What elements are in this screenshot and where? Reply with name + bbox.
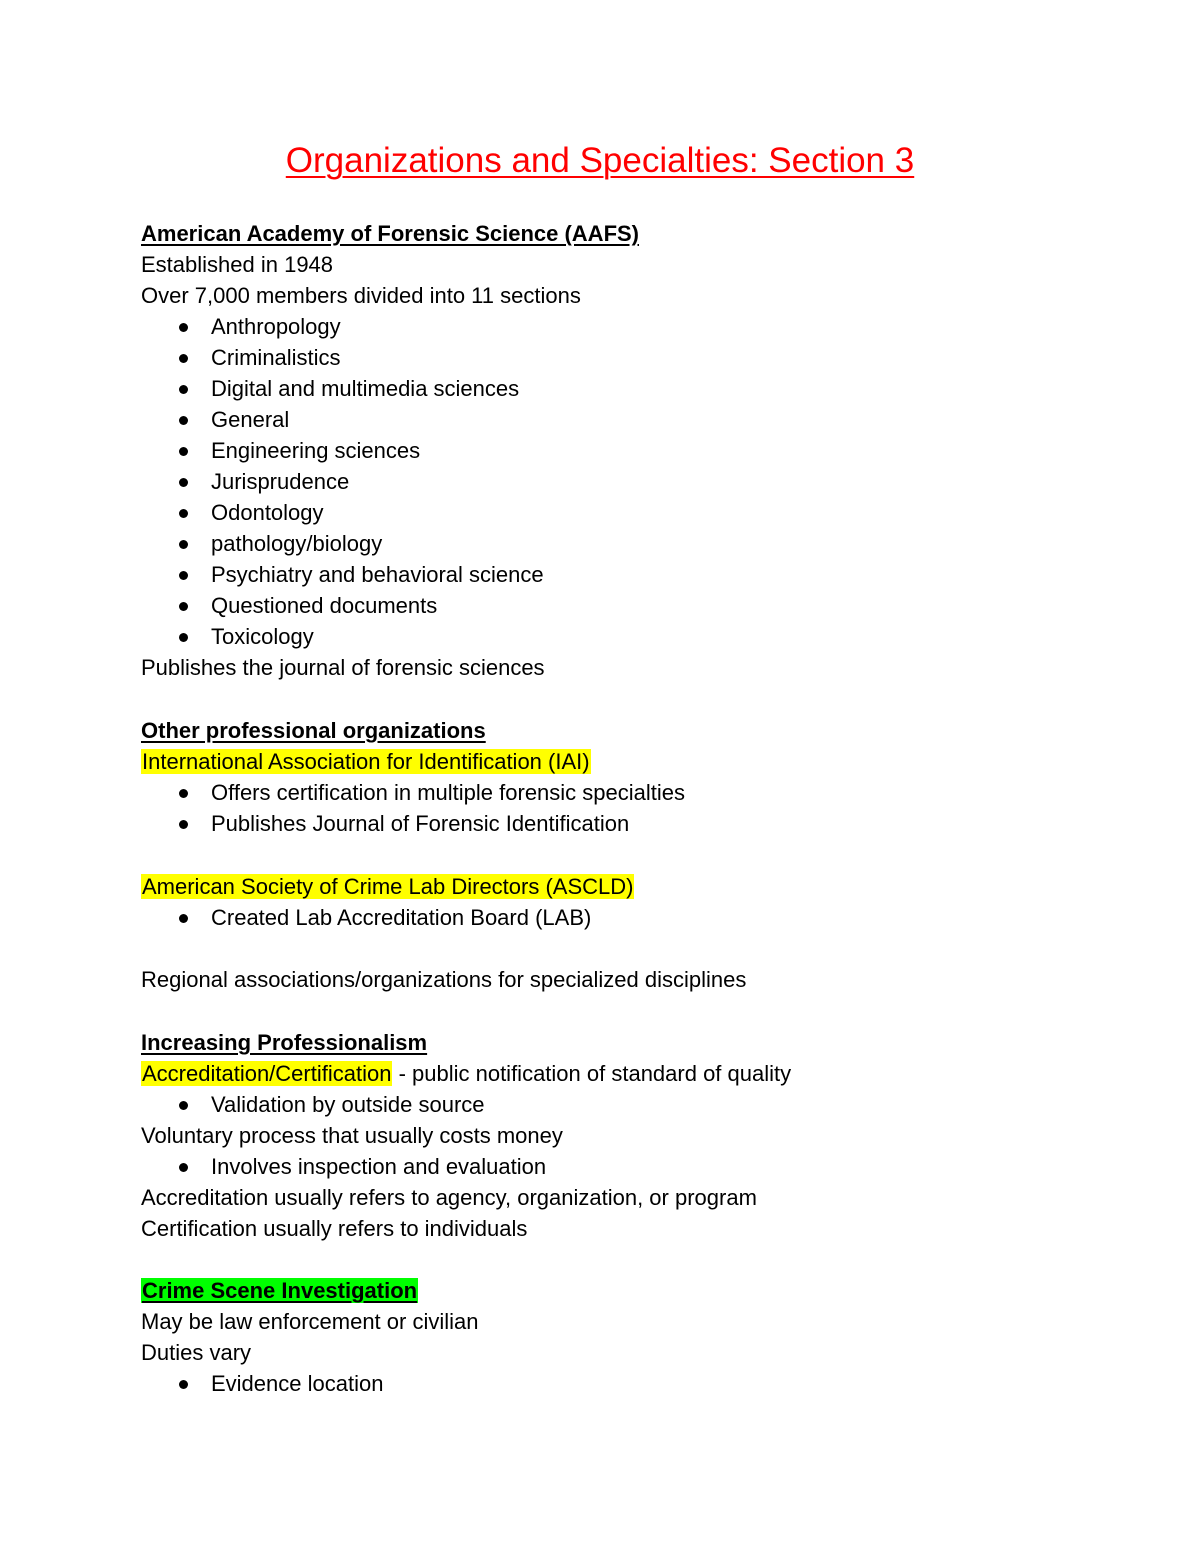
aafs-publishes: Publishes the journal of forensic sciences (141, 655, 545, 680)
ascld-name: American Society of Crime Lab Directors (ASCLD) (142, 874, 634, 899)
bullet-dot (179, 571, 188, 580)
aafs-section-item: Toxicology (211, 624, 314, 649)
iai-name: International Association for Identification (IAI) (142, 749, 590, 774)
bullet-dot (179, 478, 188, 487)
bullet-dot (179, 1163, 188, 1172)
csi-heading: Crime Scene Investigation (142, 1278, 418, 1303)
professionalism-heading: Increasing Professionalism (141, 1030, 428, 1055)
bullet-dot (179, 354, 188, 363)
aafs-section-item: Psychiatry and behavioral science (211, 562, 544, 587)
bullet-dot (179, 323, 188, 332)
aafs-section-item: Anthropology (211, 314, 341, 339)
accreditation-definition: - public notification of standard of quality (392, 1061, 792, 1086)
bullet-dot (179, 385, 188, 394)
bullet-dot (179, 633, 188, 642)
bullet-dot (179, 1380, 188, 1389)
bullet-dot (179, 540, 188, 549)
aafs-section-item: Criminalistics (211, 345, 341, 370)
other-orgs-heading: Other professional organizations (141, 718, 486, 743)
aafs-established: Established in 1948 (141, 252, 334, 277)
accreditation-refers-line: Accreditation usually refers to agency, organization, or program (141, 1185, 757, 1210)
voluntary-line: Voluntary process that usually costs money (141, 1123, 563, 1148)
aafs-section-item: pathology/biology (211, 531, 383, 556)
ascld-item: Created Lab Accreditation Board (LAB) (211, 905, 592, 930)
bullet-dot (179, 602, 188, 611)
aafs-heading: American Academy of Forensic Science (AAFS) (141, 221, 640, 246)
iai-item: Publishes Journal of Forensic Identification (211, 811, 630, 836)
bullet-dot (179, 789, 188, 798)
csi-heading-line (141, 1275, 418, 1306)
aafs-section-item: Questioned documents (211, 593, 438, 618)
page-title: Organizations and Specialties: Section 3 (285, 141, 915, 180)
aafs-section-item: Digital and multimedia sciences (211, 376, 520, 401)
inspection-item: Involves inspection and evaluation (211, 1154, 547, 1179)
bullet-dot (179, 1101, 188, 1110)
validation-item: Validation by outside source (211, 1092, 485, 1117)
certification-refers-line: Certification usually refers to individuals (141, 1216, 528, 1241)
accreditation-term: Accreditation/Certification (142, 1061, 392, 1086)
bullet-dot (179, 914, 188, 923)
csi-line: May be law enforcement or civilian (141, 1309, 479, 1334)
iai-item: Offers certification in multiple forensic specialties (211, 780, 686, 805)
csi-item: Evidence location (211, 1371, 384, 1396)
aafs-section-item: Engineering sciences (211, 438, 421, 463)
accreditation-line (141, 1058, 791, 1089)
bullet-dot (179, 447, 188, 456)
bullet-dot (179, 509, 188, 518)
regional-line: Regional associations/organizations for specialized disciplines (141, 967, 747, 992)
aafs-section-item: General (211, 407, 290, 432)
aafs-section-item: Odontology (211, 500, 324, 525)
ascld-name-line (141, 871, 634, 902)
bullet-dot (179, 820, 188, 829)
bullet-dot (179, 416, 188, 425)
iai-name-line (141, 746, 591, 777)
aafs-members: Over 7,000 members divided into 11 sections (141, 283, 581, 308)
csi-line: Duties vary (141, 1340, 252, 1365)
aafs-section-item: Jurisprudence (211, 469, 350, 494)
